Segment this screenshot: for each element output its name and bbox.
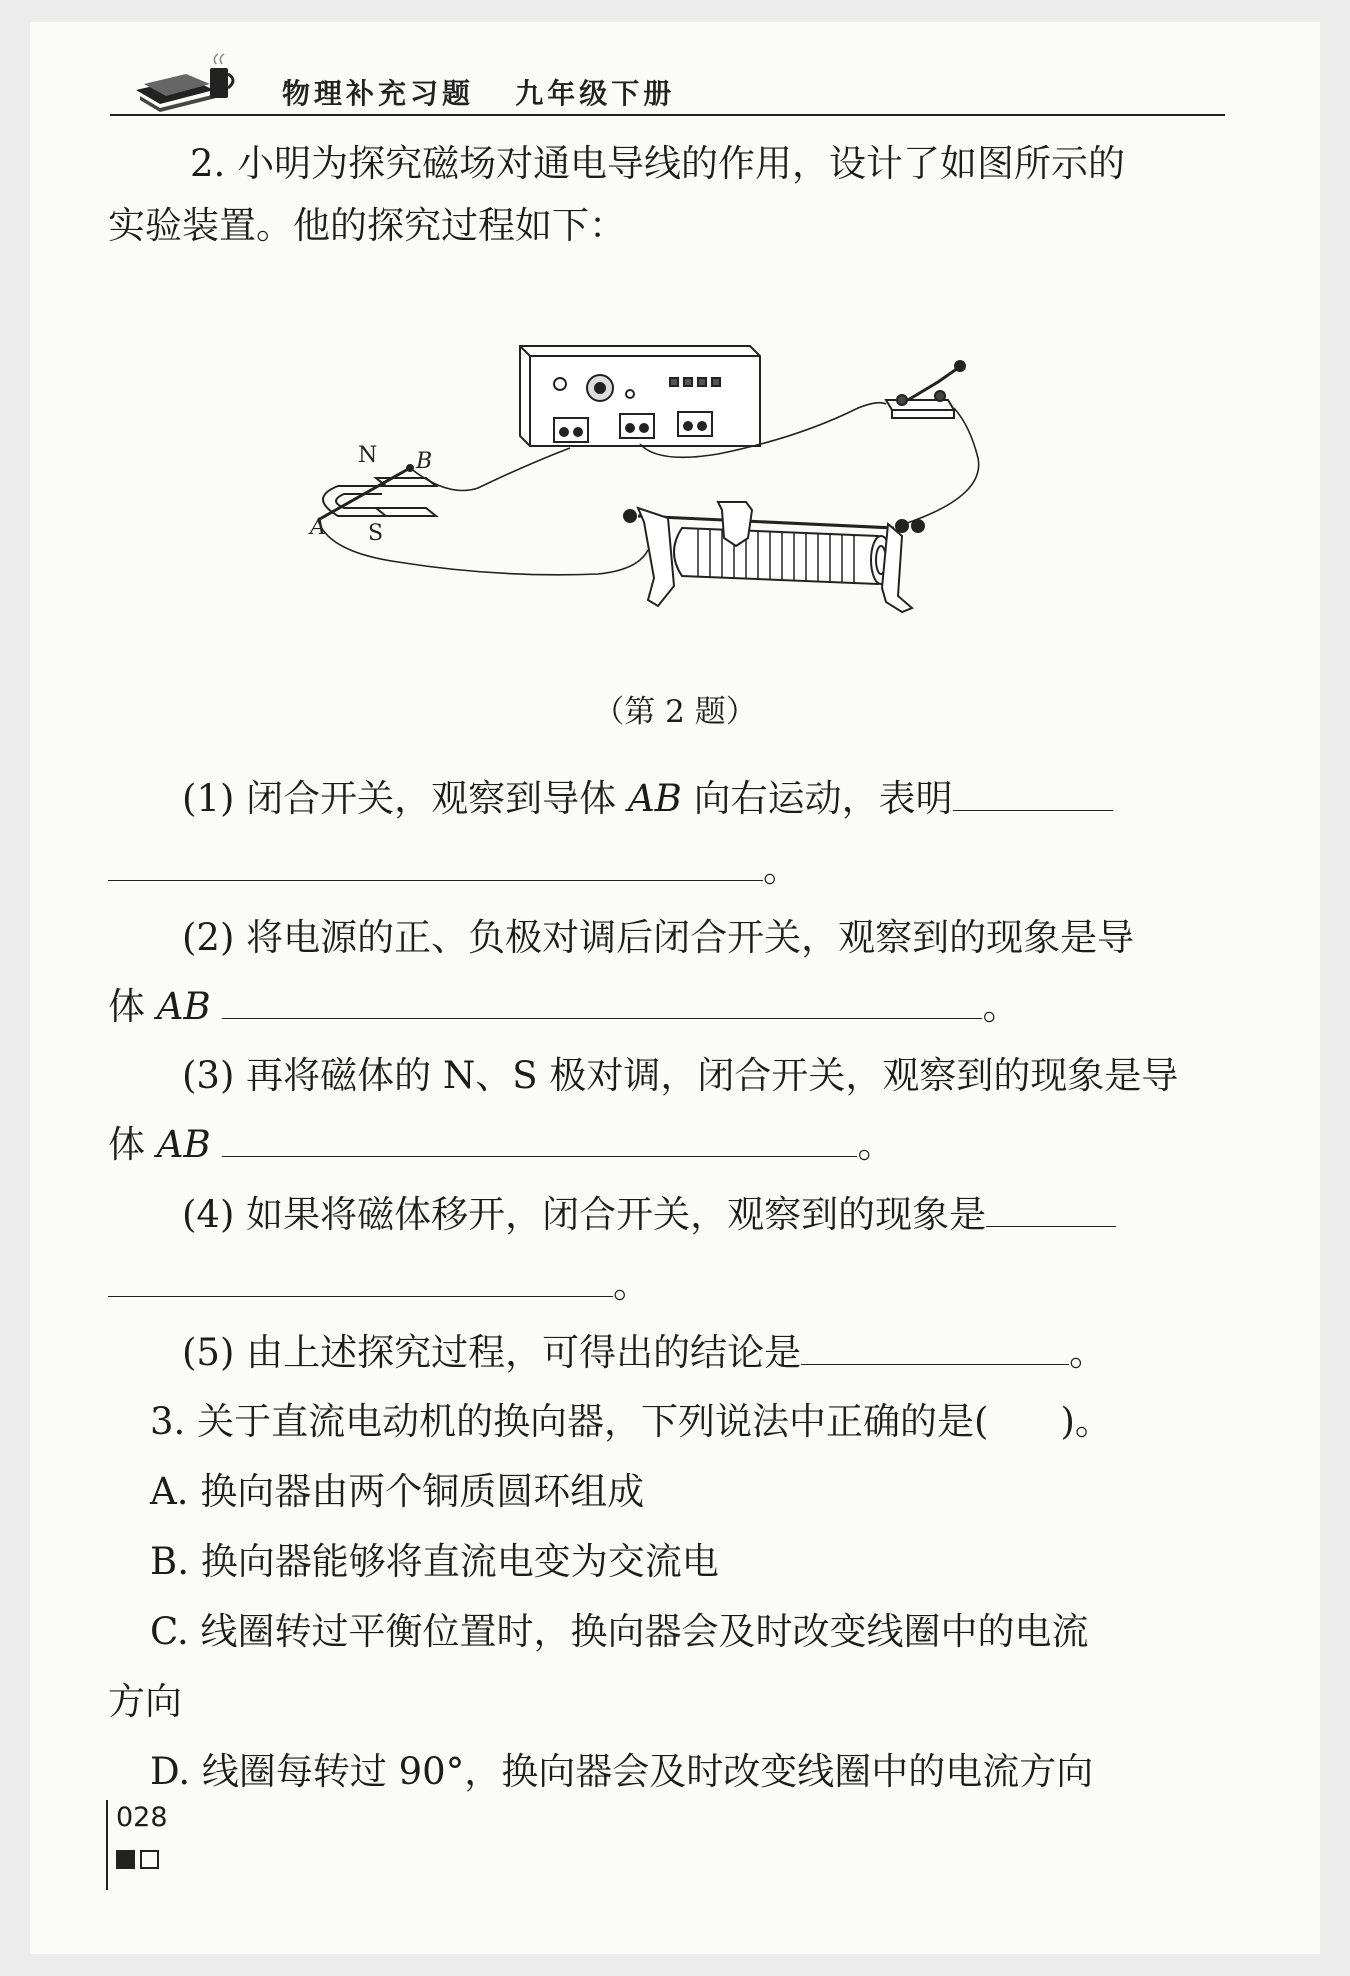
experiment-figure bbox=[298, 338, 1068, 668]
knife-switch-icon bbox=[886, 361, 965, 418]
sliding-rheostat-icon bbox=[624, 502, 924, 612]
footer-rule bbox=[106, 1800, 108, 1890]
conductor-label-b: B bbox=[416, 449, 433, 474]
q3-option-c-line1: C. 线圈转过平衡位置时，换向器会及时改变线圈中的电流 bbox=[150, 1610, 1089, 1653]
q2-stem-line2: 实验装置。他的探究过程如下： bbox=[108, 204, 626, 247]
books-and-cup-icon bbox=[130, 50, 240, 114]
q3-option-b: B. 换向器能够将直流电变为交流电 bbox=[150, 1540, 719, 1583]
q2-part4-line1: (4) 如果将磁体移开，闭合开关，观察到的现象是 bbox=[182, 1190, 1116, 1239]
q3-option-a: A. 换向器由两个铜质圆环组成 bbox=[150, 1470, 645, 1513]
answer-blank-4b[interactable] bbox=[108, 1260, 613, 1297]
answer-blank-4a[interactable] bbox=[986, 1190, 1116, 1227]
page bbox=[30, 22, 1320, 1954]
q2-part3-line2: 体 AB 。 bbox=[108, 1120, 894, 1169]
conductor-label-a: A bbox=[310, 515, 326, 540]
answer-blank-1b[interactable] bbox=[108, 844, 763, 881]
answer-blank-2[interactable] bbox=[222, 982, 982, 1019]
figure-caption: （第 2 题） bbox=[593, 694, 757, 730]
answer-blank-3[interactable] bbox=[222, 1120, 857, 1157]
q3-stem: 3. 关于直流电动机的换向器，下列说法中正确的是( )。 bbox=[150, 1400, 1112, 1443]
q3-option-c-line2: 方向 bbox=[108, 1680, 182, 1723]
empty-square-icon bbox=[140, 1850, 159, 1869]
filled-square-icon bbox=[116, 1850, 135, 1869]
q2-part4-line2: 。 bbox=[108, 1260, 650, 1309]
q2-part2-line2: 体 AB 。 bbox=[108, 982, 1019, 1031]
q2-part1-line1: (1) 闭合开关，观察到导体 AB 向右运动，表明 bbox=[182, 774, 1113, 823]
answer-blank-1a[interactable] bbox=[953, 774, 1113, 811]
header-rule bbox=[110, 114, 1225, 116]
power-supply-icon bbox=[520, 346, 760, 446]
q2-part5: (5) 由上述探究过程，可得出的结论是 。 bbox=[182, 1328, 1106, 1377]
header-title: 物理补充习题 九年级下册 bbox=[282, 77, 676, 110]
q3-option-d: D. 线圈每转过 90°，换向器会及时改变线圈中的电流方向 bbox=[150, 1750, 1094, 1793]
q2-stem-line1: 2. 小明为探究磁场对通电导线的作用，设计了如图所示的 bbox=[190, 142, 1126, 185]
q2-part3-line1: (3) 再将磁体的 N、S 极对调，闭合开关，观察到的现象是导 bbox=[182, 1054, 1179, 1097]
q2-part1-line2: 。 bbox=[108, 844, 800, 893]
answer-blank-5[interactable] bbox=[801, 1328, 1069, 1365]
page-number: 028 bbox=[116, 1802, 168, 1833]
q2-part2-line1: (2) 将电源的正、负极对调后闭合开关，观察到的现象是导 bbox=[182, 916, 1135, 959]
magnet-label-n: N bbox=[358, 443, 378, 468]
magnet-label-s: S bbox=[368, 521, 384, 546]
page-header bbox=[110, 42, 1225, 122]
